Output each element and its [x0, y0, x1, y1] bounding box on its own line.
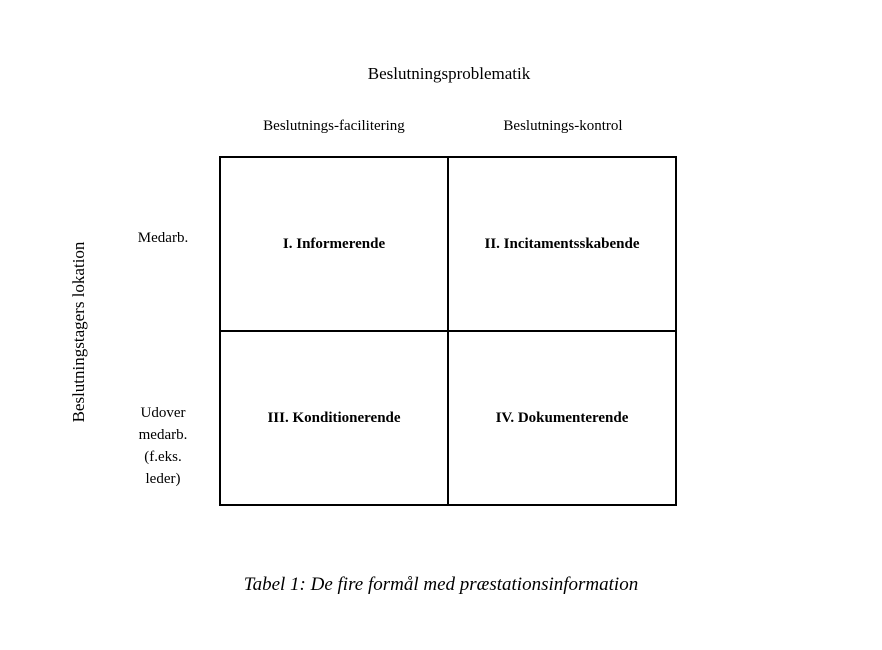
- quadrant-dokumenterende: IV. Dokumenterende: [495, 409, 629, 426]
- quadrant-konditionerende: III. Konditionerende: [221, 332, 449, 504]
- quadrant-grid: [219, 156, 677, 506]
- row-label-medarb: Medarb.: [137, 230, 189, 246]
- diagram-side-title: Beslutningstagers lokation: [69, 241, 88, 423]
- column-header-facilitering: Beslutnings-facilitering: [263, 118, 405, 134]
- column-header-kontrol: Beslutnings-kontrol: [503, 118, 623, 134]
- quadrant-incitamentsskabende: II. Incitamentsskabende: [449, 158, 675, 332]
- row-label-udover-medarb: Udover medarb. (f.eks. leder): [138, 405, 188, 487]
- quadrant-informerende: I. Informerende: [221, 158, 449, 332]
- table-caption: Tabel 1: De fire formål med præstationsinformation: [243, 574, 639, 595]
- diagram-top-title: Beslutningsproblematik: [367, 64, 531, 83]
